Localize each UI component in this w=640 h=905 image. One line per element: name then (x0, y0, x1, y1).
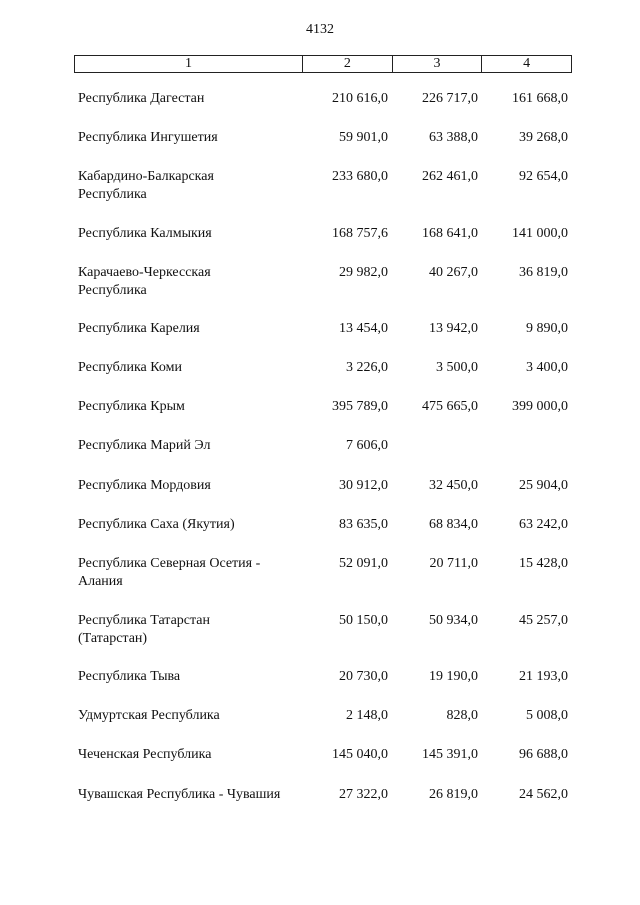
value-col-2: 7 606,0 (346, 438, 388, 453)
value-col-3: 226 717,0 (422, 91, 478, 106)
value-col-4: 141 000,0 (512, 226, 568, 241)
region-name: Кабардино-Балкарская Республика (78, 169, 214, 202)
value-col-3: 63 388,0 (429, 130, 478, 145)
value-col-3: 20 711,0 (429, 556, 478, 571)
value-col-3: 68 834,0 (429, 517, 478, 532)
value-col-3: 262 461,0 (422, 169, 478, 184)
value-col-2: 20 730,0 (339, 669, 388, 684)
value-col-4: 92 654,0 (519, 169, 568, 184)
value-col-2: 50 150,0 (339, 613, 388, 628)
value-col-2: 2 148,0 (346, 708, 388, 723)
region-name: Карачаево-Черкесская Республика (78, 265, 211, 298)
region-name: Республика Карелия (78, 321, 200, 336)
value-col-4: 24 562,0 (519, 787, 568, 802)
region-name: Республика Саха (Якутия) (78, 517, 235, 532)
column-header-1: 1 (75, 56, 303, 73)
value-col-2: 27 322,0 (339, 787, 388, 802)
value-col-4: 21 193,0 (519, 669, 568, 684)
value-col-3: 50 934,0 (429, 613, 478, 628)
value-col-2: 145 040,0 (332, 747, 388, 762)
region-name: Республика Коми (78, 360, 182, 375)
value-col-2: 210 616,0 (332, 91, 388, 106)
value-col-2: 29 982,0 (339, 265, 388, 280)
region-name: Республика Татарстан (Татарстан) (78, 613, 211, 646)
value-col-4: 399 000,0 (512, 399, 568, 414)
value-col-3: 19 190,0 (429, 669, 478, 684)
region-name: Республика Тыва (78, 669, 181, 684)
value-col-2: 52 091,0 (339, 556, 388, 571)
value-col-4: 25 904,0 (519, 478, 568, 493)
region-name: Удмуртская Республика (78, 708, 220, 723)
value-col-4: 63 242,0 (519, 517, 568, 532)
value-col-4: 45 257,0 (519, 613, 568, 628)
value-col-4: 15 428,0 (519, 556, 568, 571)
page-number: 4132 (306, 22, 334, 37)
value-col-3: 3 500,0 (436, 360, 478, 375)
value-col-4: 36 819,0 (519, 265, 568, 280)
region-name: Чувашская Республика - Чувашия (78, 787, 281, 802)
value-col-3: 168 641,0 (422, 226, 478, 241)
value-col-3: 13 942,0 (429, 321, 478, 336)
column-header-3: 3 (392, 56, 482, 73)
value-col-3: 26 819,0 (429, 787, 478, 802)
value-col-3: 475 665,0 (422, 399, 478, 414)
column-header-4: 4 (482, 56, 572, 73)
value-col-3: 40 267,0 (429, 265, 478, 280)
region-name: Республика Крым (78, 399, 185, 414)
region-name: Республика Калмыкия (78, 226, 212, 241)
value-col-2: 233 680,0 (332, 169, 388, 184)
column-header-2: 2 (303, 56, 393, 73)
value-col-2: 168 757,6 (332, 226, 388, 241)
value-col-2: 3 226,0 (346, 360, 388, 375)
value-col-2: 13 454,0 (339, 321, 388, 336)
value-col-3: 32 450,0 (429, 478, 478, 493)
region-name: Республика Северная Осетия - Алания (78, 556, 261, 589)
region-name: Республика Дагестан (78, 91, 205, 106)
region-name: Чеченская Республика (78, 747, 212, 762)
region-name: Республика Марий Эл (78, 438, 211, 453)
value-col-2: 83 635,0 (339, 517, 388, 532)
region-name: Республика Ингушетия (78, 130, 218, 145)
value-col-2: 59 901,0 (339, 130, 388, 145)
value-col-4: 3 400,0 (526, 360, 568, 375)
value-col-4: 161 668,0 (512, 91, 568, 106)
value-col-3: 828,0 (446, 708, 478, 723)
value-col-4: 5 008,0 (526, 708, 568, 723)
value-col-2: 395 789,0 (332, 399, 388, 414)
region-name: Республика Мордовия (78, 478, 211, 493)
value-col-4: 39 268,0 (519, 130, 568, 145)
value-col-4: 96 688,0 (519, 747, 568, 762)
value-col-3: 145 391,0 (422, 747, 478, 762)
value-col-4: 9 890,0 (526, 321, 568, 336)
value-col-2: 30 912,0 (339, 478, 388, 493)
